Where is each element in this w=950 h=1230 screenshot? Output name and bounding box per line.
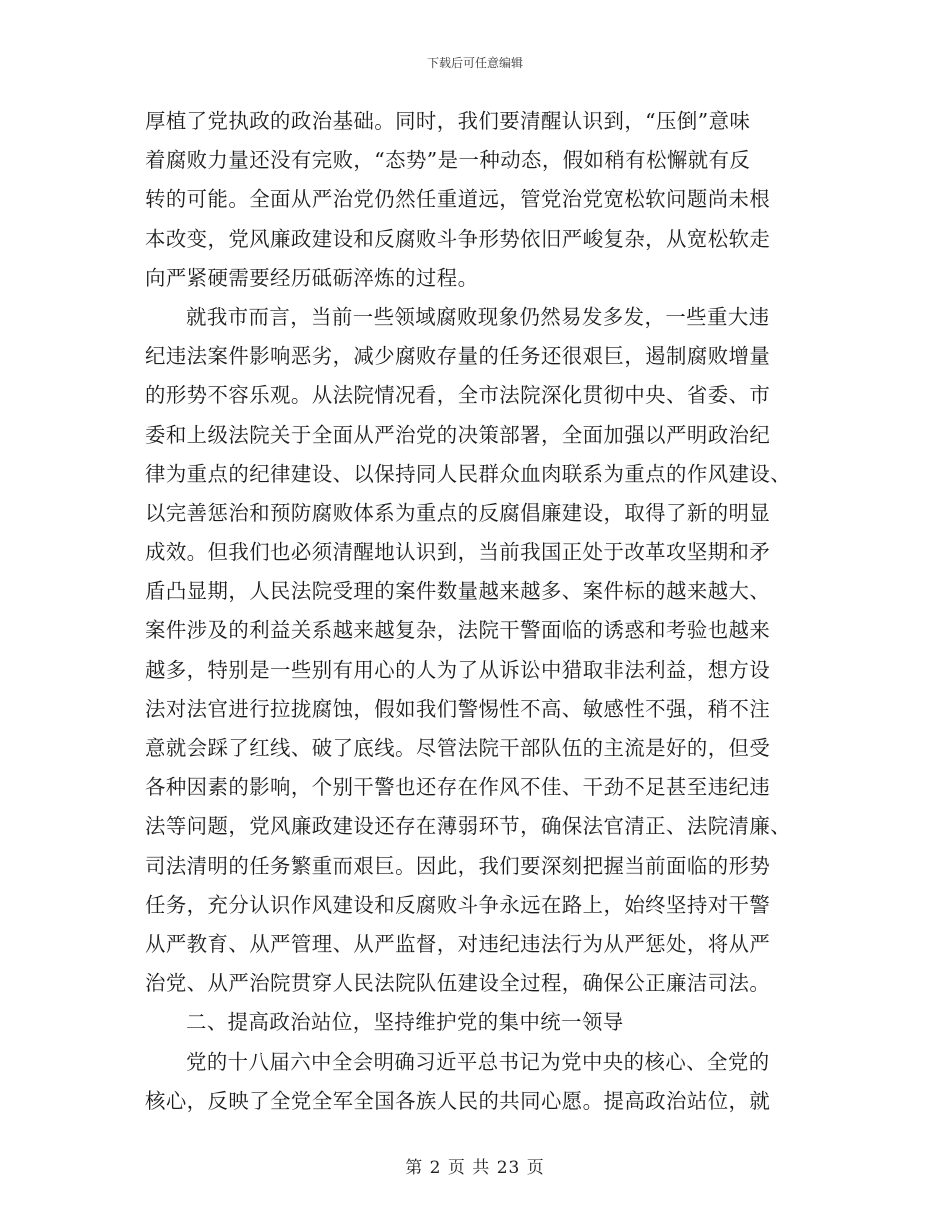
text-line: 律为重点的纪律建设、以保持同人民群众血肉联系为重点的作风建设、 [145,461,792,486]
text-line: 本改变，党风廉政建设和反腐败斗争形势依旧严峻复杂，从宽松软走 [145,226,771,251]
section-heading: 二、提高政治站位，坚持维护党的集中统一领导 [186,1010,624,1035]
text-line: 的形势不容乐观。从法院情况看，全市法院深化贯彻中央、省委、市 [145,383,771,408]
text-line: 成效。但我们也必须清醒地认识到，当前我国正处于改革攻坚期和矛 [145,540,771,565]
text-line: 转的可能。全面从严治党仍然任重道远，管党治党宽松软问题尚未根 [145,187,771,212]
text-line: 核心，反映了全党全军全国各族人民的共同心愿。提高政治站位，就 [145,1088,771,1113]
text-line: 盾凸显期，人民法院受理的案件数量越来越多、案件标的越来越大、 [145,579,771,604]
page-number-footer: 第 2 页 共 23 页 [405,1158,545,1178]
text-line: 法对法官进行拉拢腐蚀，假如我们警惕性不高、敏感性不强，稍不注 [145,696,771,721]
text-line: 意就会踩了红线、破了底线。尽管法院干部队伍的主流是好的，但受 [145,736,771,760]
text-line: 各种因素的影响，个别干警也还存在作风不佳、干劲不足甚至违纪违 [145,775,771,800]
text-line: 司法清明的任务繁重而艰巨。因此，我们要深刻把握当前面临的形势 [145,853,771,878]
text-line: 以完善惩治和预防腐败体系为重点的反腐倡廉建设，取得了新的明显 [145,500,771,525]
text-line: 治党、从严治院贯穿人民法院队伍建设全过程，确保公正廉洁司法。 [145,971,771,996]
paragraph-start-line: 党的十八届六中全会明确习近平总书记为党中央的核心、全党的 [186,1049,770,1074]
text-line: 任务，充分认识作风建设和反腐败斗争永远在路上，始终坚持对干警 [145,892,771,917]
text-line: 向严紧硬需要经历砥砺淬炼的过程。 [145,265,479,290]
document-body [145,102,807,1121]
text-line: 纪违法案件影响恶劣，减少腐败存量的任务还很艰巨，遏制腐败增量 [145,344,771,369]
text-line: 从严教育、从严管理、从严监督，对违纪违法行为从严惩处，将从严 [145,931,771,956]
text-line: 案件涉及的利益关系越来越复杂，法院干警面临的诱惑和考验也越来 [145,618,771,643]
text-line: 法等问题，党风廉政建设还存在薄弱环节，确保法官清正、法院清廉、 [145,814,792,839]
text-line: 委和上级法院关于全面从严治党的决策部署，全面加强以严明政治纪 [145,422,771,447]
text-line: 着腐败力量还没有完败，“态势”是一种动态，假如稍有松懈就有反 [145,148,751,173]
page-header: 下载后可任意编辑 [426,56,523,70]
text-line: 越多，特别是一些别有用心的人为了从诉讼中猎取非法利益，想方设 [145,657,771,682]
paragraph-start-line: 就我市而言，当前一些领域腐败现象仍然易发多发，一些重大违 [186,304,770,329]
text-line: 厚植了党执政的政治基础。同时，我们要清醒认识到，“压倒”意味 [145,109,751,133]
